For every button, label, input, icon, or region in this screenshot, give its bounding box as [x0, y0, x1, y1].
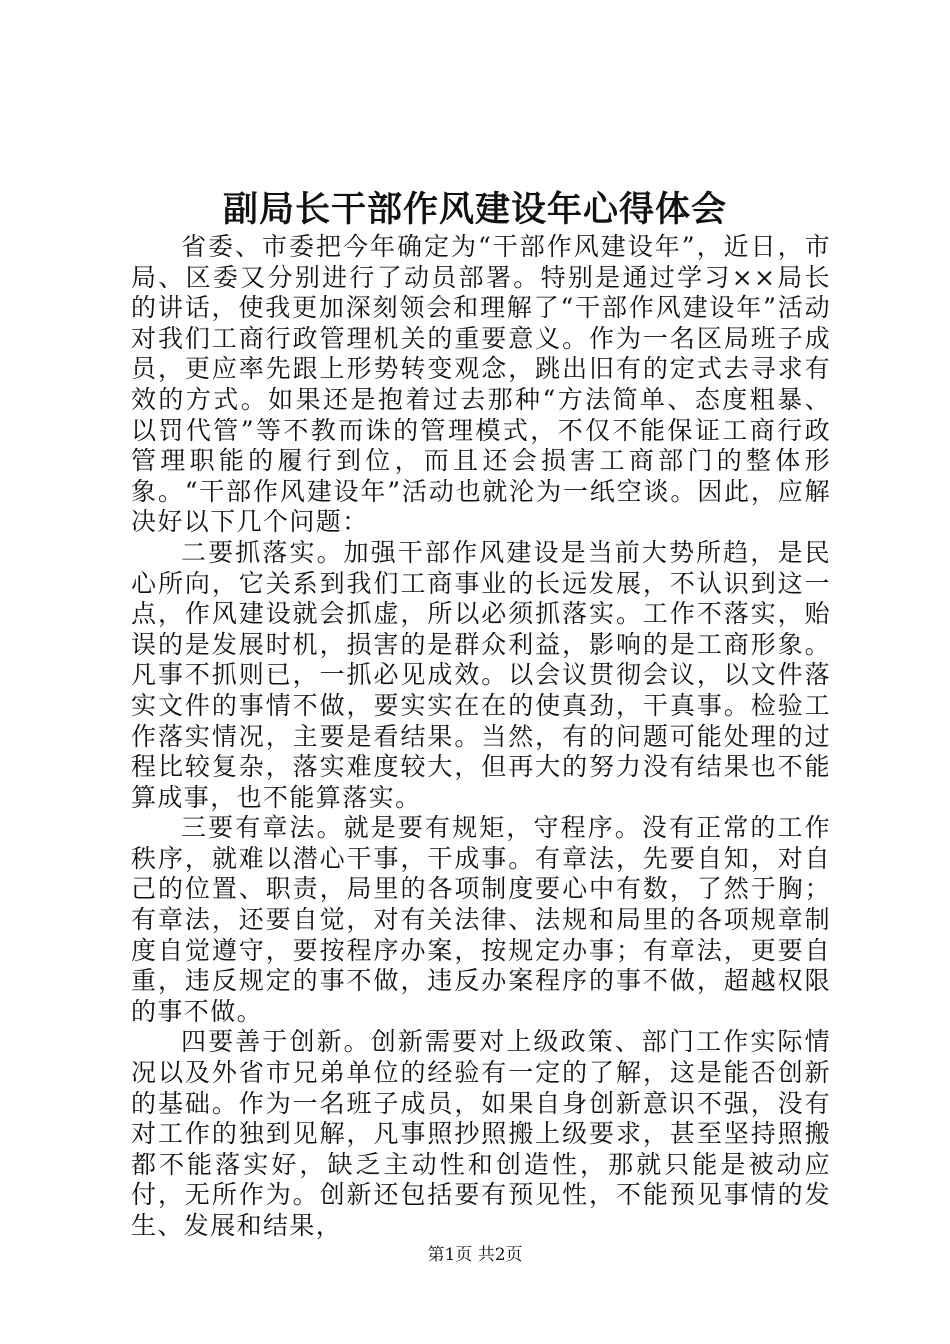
- paragraph-innovation: 四要善于创新。创新需要对上级政策、部门工作实际情况以及外省市兄弟单位的经验有一定的了解，这是能否创新的基础。作为一名班子成员，如果自身创新意识不强，没有对工作的独到见解，凡事照抄照搬上级要求，甚至坚持照搬都不能落实好，缺乏主动性和创造性，那就只能是被动应付，无所作为。创新还包括要有预见性，不能预见事情的发生、发展和结果，: [131, 1027, 831, 1240]
- page-number-footer: 第1页 共2页: [427, 1245, 523, 1265]
- document-body: [131, 232, 831, 1242]
- paragraph-rules: 三要有章法。就是要有规矩，守程序。没有正常的工作秩序，就难以潜心干事，干成事。有章法，先要自知，对自己的位置、职责，局里的各项制度要心中有数，了然于胸；有章法，还要自觉，对有关法律、法规和局里的各项规章制度自觉遵守，要按程序办案，按规定办事；有章法，更要自重，违反规定的事不做，违反办案程序的事不做，超越权限的事不做。: [131, 813, 831, 1026]
- paragraph-implementation: 二要抓落实。加强干部作风建设是当前大势所趋，是民心所向，它关系到我们工商事业的长远发展，不认识到这一点，作风建设就会抓虚，所以必须抓落实。工作不落实，贻误的是发展时机，损害的是群众利益，影响的是工商形象。凡事不抓则已，一抓必见成效。以会议贯彻会议，以文件落实文件的事情不做，要实实在在的使真劲，干真事。检验工作落实情况，主要是看结果。当然，有的问题可能处理的过程比较复杂，落实难度较大，但再大的努力没有结果也不能算成事，也不能算落实。: [131, 537, 831, 812]
- paragraph-intro: 省委、市委把今年确定为“干部作风建设年”，近日，市局、区委又分别进行了动员部署。特别是通过学习××局长的讲话，使我更加深刻领会和理解了“干部作风建设年”活动对我们工商行政管理机关的重要意义。作为一名区局班子成员，更应率先跟上形势转变观念，跳出旧有的定式去寻求有效的方式。如果还是抱着过去那种“方法简单、态度粗暴、以罚代管”等不教而诛的管理模式，不仅不能保证工商行政管理职能的履行到位，而且还会损害工商部门的整体形象。“干部作风建设年”活动也就沦为一纸空谈。因此，应解决好以下几个问题：: [131, 232, 831, 537]
- document-title: 副局长干部作风建设年心得体会: [222, 189, 727, 230]
